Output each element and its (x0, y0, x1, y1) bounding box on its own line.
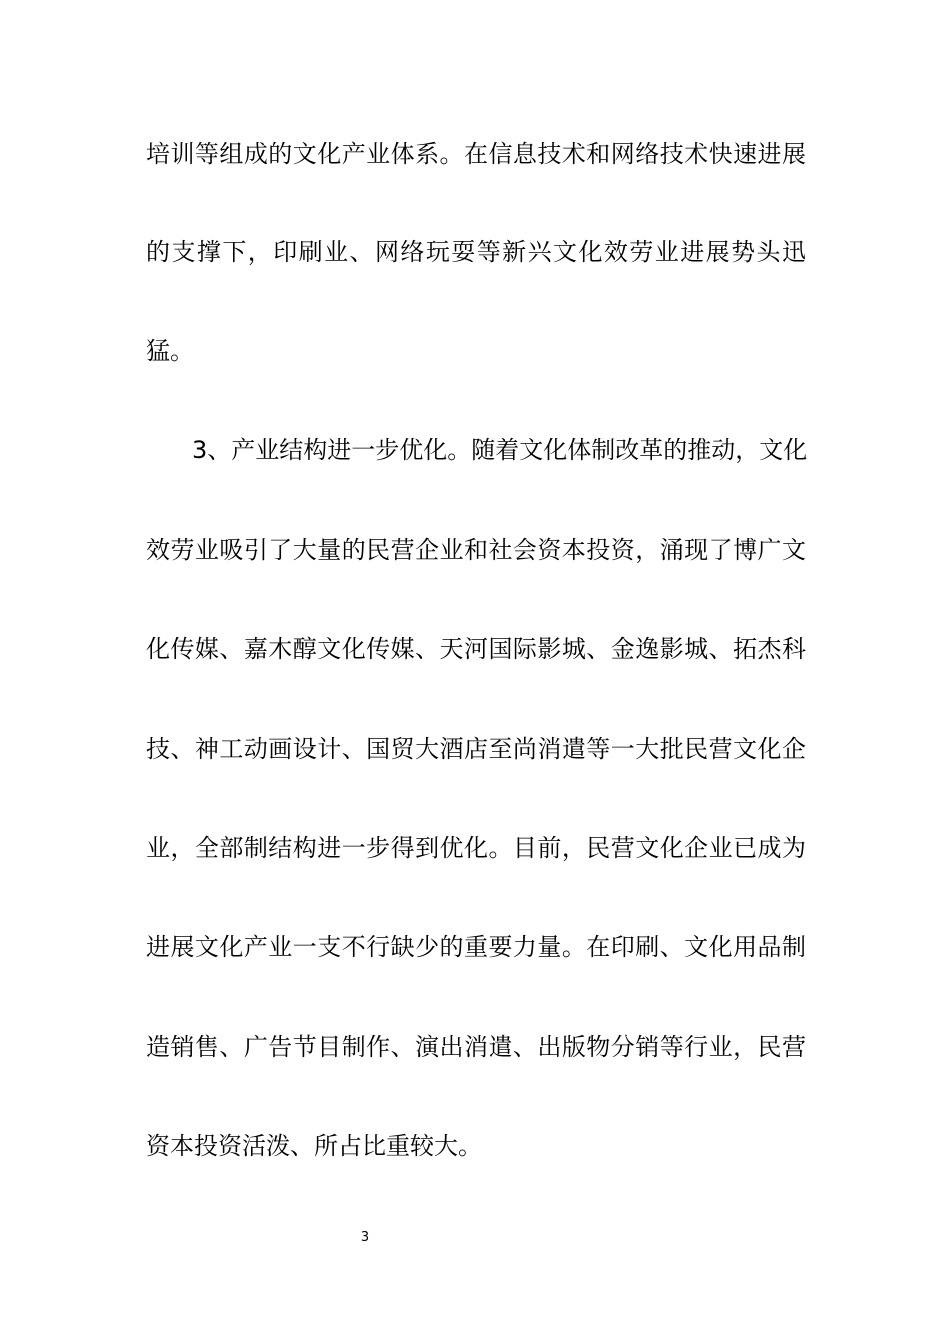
text-line-3: 猛。 (146, 337, 194, 365)
text-line-11: 资本投资活泼、所占比重较大。 (146, 1132, 482, 1160)
text-line-5: 效劳业吸引了大量的民营企业和社会资本投资，涌现了博广文 (146, 536, 806, 564)
text-line-6: 化传媒、嘉木醇文化传媒、天河国际影城、金逸影城、拓杰科 (146, 635, 806, 663)
text-line-1: 培训等组成的文化产业体系。在信息技术和网络技术快速进展 (146, 140, 806, 168)
text-line-4: 3、产业结构进一步优化。随着文化体制改革的推动，文化 (192, 436, 808, 464)
text-line-8: 业，全部制结构进一步得到优化。目前，民营文化企业已成为 (146, 834, 806, 862)
page-number: 3 (360, 1230, 370, 1245)
text-line-7: 技、神工动画设计、国贸大酒店至尚消遣等一大批民营文化企 (146, 735, 806, 763)
text-line-2: 的支撑下，印刷业、网络玩耍等新兴文化效劳业进展势头迅 (146, 238, 806, 266)
text-line-10: 造销售、广告节目制作、演出消遣、出版物分销等行业，民营 (146, 1033, 806, 1061)
text-line-9: 进展文化产业一支不行缺少的重要力量。在印刷、文化用品制 (146, 933, 806, 961)
